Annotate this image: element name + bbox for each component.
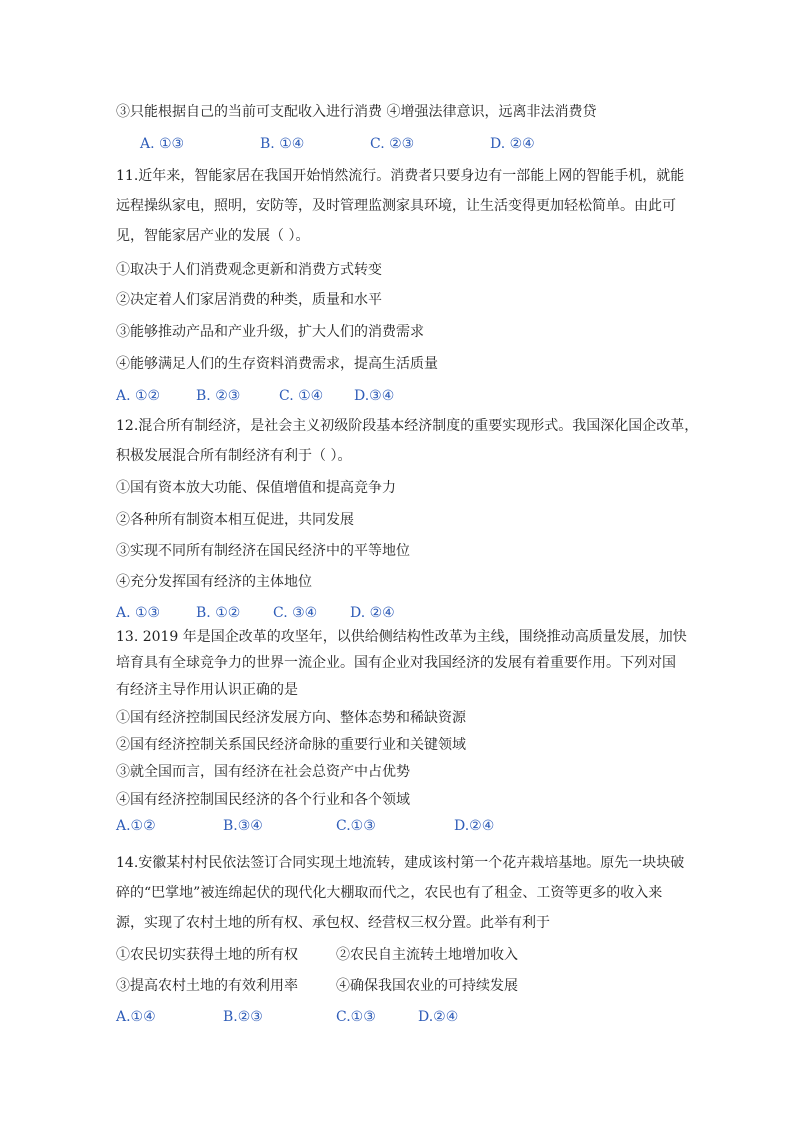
q11-item-3: ③能够推动产品和产业升级，扩大人们的消费需求 bbox=[116, 324, 424, 340]
q12-item-1: ①国有资本放大功能、保值增值和提高竞争力 bbox=[116, 480, 396, 496]
q14-option-a: A.①④ bbox=[116, 1009, 156, 1025]
q13-item-3: ③就全国而言，国有经济在社会总资产中占优势 bbox=[116, 764, 410, 780]
q14-item-3: ③提高农村土地的有效利用率 bbox=[116, 978, 298, 994]
q11-option-c: C. ①④ bbox=[279, 388, 324, 404]
q14-item-2: ②农民自主流转土地增加收入 bbox=[336, 947, 518, 963]
q12-stem-line-2: 积极发展混合所有制经济有利于（ ）。 bbox=[116, 448, 352, 464]
q10-option-b: B. ①④ bbox=[260, 136, 305, 152]
q11-option-b: B. ②③ bbox=[196, 388, 241, 404]
q13-option-c: C.①③ bbox=[336, 818, 376, 834]
q12-item-3: ③实现不同所有制经济在国民经济中的平等地位 bbox=[116, 543, 410, 559]
q14-option-d: D.②④ bbox=[418, 1009, 459, 1025]
q13-option-b: B.③④ bbox=[223, 818, 263, 834]
q12-option-d: D. ②④ bbox=[350, 605, 395, 621]
q13-item-4: ④国有经济控制国民经济的各个行业和各个领域 bbox=[116, 792, 410, 808]
q14-item-1: ①农民切实获得土地的所有权 bbox=[116, 947, 298, 963]
q11-option-d: D.③④ bbox=[354, 388, 395, 404]
q14-item-4: ④确保我国农业的可持续发展 bbox=[336, 978, 518, 994]
q13-option-a: A.①② bbox=[116, 818, 156, 834]
q14-stem-line-2: 碎的“巴掌地”被连绵起伏的现代化大棚取而代之，农民也有了租金、工资等更多的收入来 bbox=[116, 885, 663, 901]
q13-item-2: ②国有经济控制关系国民经济命脉的重要行业和关键领域 bbox=[116, 737, 466, 753]
q14-option-b: B.②③ bbox=[223, 1009, 263, 1025]
q13-stem-line-2: 培育具有全球竞争力的世界一流企业。国有企业对我国经济的发展有着重要作用。下列对国 bbox=[116, 655, 676, 671]
q10-line-items-3-4: ③只能根据自己的当前可支配收入进行消费 ④增强法律意识，远离非法消费贷 bbox=[116, 104, 597, 120]
q11-option-a: A. ①② bbox=[116, 388, 161, 404]
q13-stem-line-3: 有经济主导作用认识正确的是 bbox=[116, 682, 298, 698]
q10-option-d: D. ②④ bbox=[490, 136, 535, 152]
q12-option-a: A. ①③ bbox=[116, 605, 161, 621]
q11-item-4: ④能够满足人们的生存资料消费需求，提高生活质量 bbox=[116, 356, 438, 372]
q11-item-2: ②决定着人们家居消费的种类，质量和水平 bbox=[116, 292, 382, 308]
q10-option-a: A. ①③ bbox=[140, 136, 185, 152]
q13-item-1: ①国有经济控制国民经济发展方向、整体态势和稀缺资源 bbox=[116, 710, 466, 726]
q12-item-4: ④充分发挥国有经济的主体地位 bbox=[116, 574, 312, 590]
q12-item-2: ②各种所有制资本相互促进，共同发展 bbox=[116, 512, 354, 528]
q11-stem-line-2: 远程操纵家电，照明，安防等，及时管理监测家具环境，让生活变得更加轻松简单。由此可 bbox=[116, 198, 676, 214]
q11-item-1: ①取决于人们消费观念更新和消费方式转变 bbox=[116, 262, 382, 278]
q12-stem-line-1: 12.混合所有制经济，是社会主义初级阶段基本经济制度的重要实现形式。我国深化国企改革， bbox=[116, 418, 699, 434]
q13-option-d: D.②④ bbox=[454, 818, 495, 834]
q12-option-b: B. ①② bbox=[196, 605, 241, 621]
q14-option-c: C.①③ bbox=[336, 1009, 376, 1025]
q12-option-c: C. ③④ bbox=[273, 605, 318, 621]
q13-stem-line-1: 13. 2019 年是国企改革的攻坚年，以供给侧结构性改革为主线，围绕推动高质量发展，加快 bbox=[116, 629, 687, 645]
q11-stem-line-3: 见，智能家居产业的发展（ ）。 bbox=[116, 228, 310, 244]
q10-option-c: C. ②③ bbox=[370, 136, 415, 152]
q14-stem-line-3: 源，实现了农村土地的所有权、承包权、经营权三权分置。此举有利于 bbox=[116, 915, 550, 931]
q14-stem-line-1: 14.安徽某村村民依法签订合同实现土地流转，建成该村第一个花卉栽培基地。原先一块块破 bbox=[116, 855, 685, 871]
q11-stem-line-1: 11.近年来，智能家居在我国开始悄然流行。消费者只要身边有一部能上网的智能手机，就能 bbox=[116, 168, 685, 184]
